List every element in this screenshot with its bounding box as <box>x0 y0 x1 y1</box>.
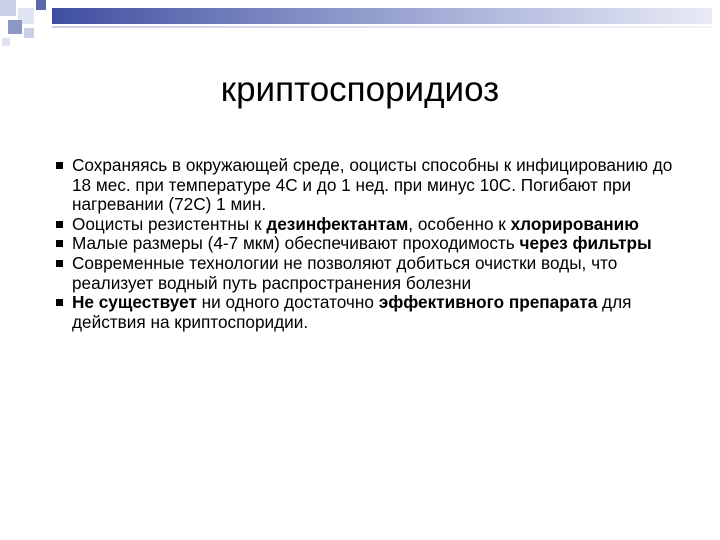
square-bullet-icon <box>56 299 63 306</box>
bullet-text: Малые размеры (4-7 мкм) обеспечивают проходимость <box>72 233 520 254</box>
decor-square <box>36 0 46 10</box>
decor-square <box>0 0 16 16</box>
slide-title: криптоспоридиоз <box>220 70 500 109</box>
decor-square <box>24 28 34 38</box>
bullet-item <box>56 234 680 254</box>
bullet-text: , особенно к <box>408 213 511 234</box>
bullet-text: ни одного достаточно <box>196 292 379 313</box>
bullet-emphasis: через фильтры <box>519 233 652 254</box>
square-bullet-icon <box>56 260 63 267</box>
bullet-emphasis: хлорированию <box>510 213 639 234</box>
bullet-text: для действия на криптоспоридии. <box>72 292 632 332</box>
decor-square <box>2 38 10 46</box>
decorative-squares <box>0 0 60 50</box>
bullet-item <box>56 254 680 293</box>
decor-square <box>8 20 22 34</box>
square-bullet-icon <box>56 240 63 247</box>
square-bullet-icon <box>56 162 63 169</box>
bullet-emphasis: эффективного препарата <box>378 292 598 313</box>
bullet-list <box>56 156 680 332</box>
bullet-text: Сохраняясь в окружающей среде, ооцисты способны к инфицированию до 18 мес. при температуре 4С и до 1 нед. при минус 10С. Погибают при нагревании (72С) 1 мин. <box>72 155 673 215</box>
bullet-emphasis: Не существует <box>72 292 197 313</box>
bullet-text: Современные технологии не позволяют добиться очистки воды, что реализует водный путь распространения болезни <box>72 252 618 293</box>
bullet-item <box>56 293 680 332</box>
header-divider <box>52 26 712 28</box>
header-gradient-bar <box>52 8 712 24</box>
square-bullet-icon <box>56 221 63 228</box>
bullet-item <box>56 156 680 215</box>
bullet-item <box>56 215 680 235</box>
bullet-emphasis: дезинфектантам <box>266 213 409 234</box>
bullet-text: Ооцисты резистентны к <box>72 213 267 234</box>
